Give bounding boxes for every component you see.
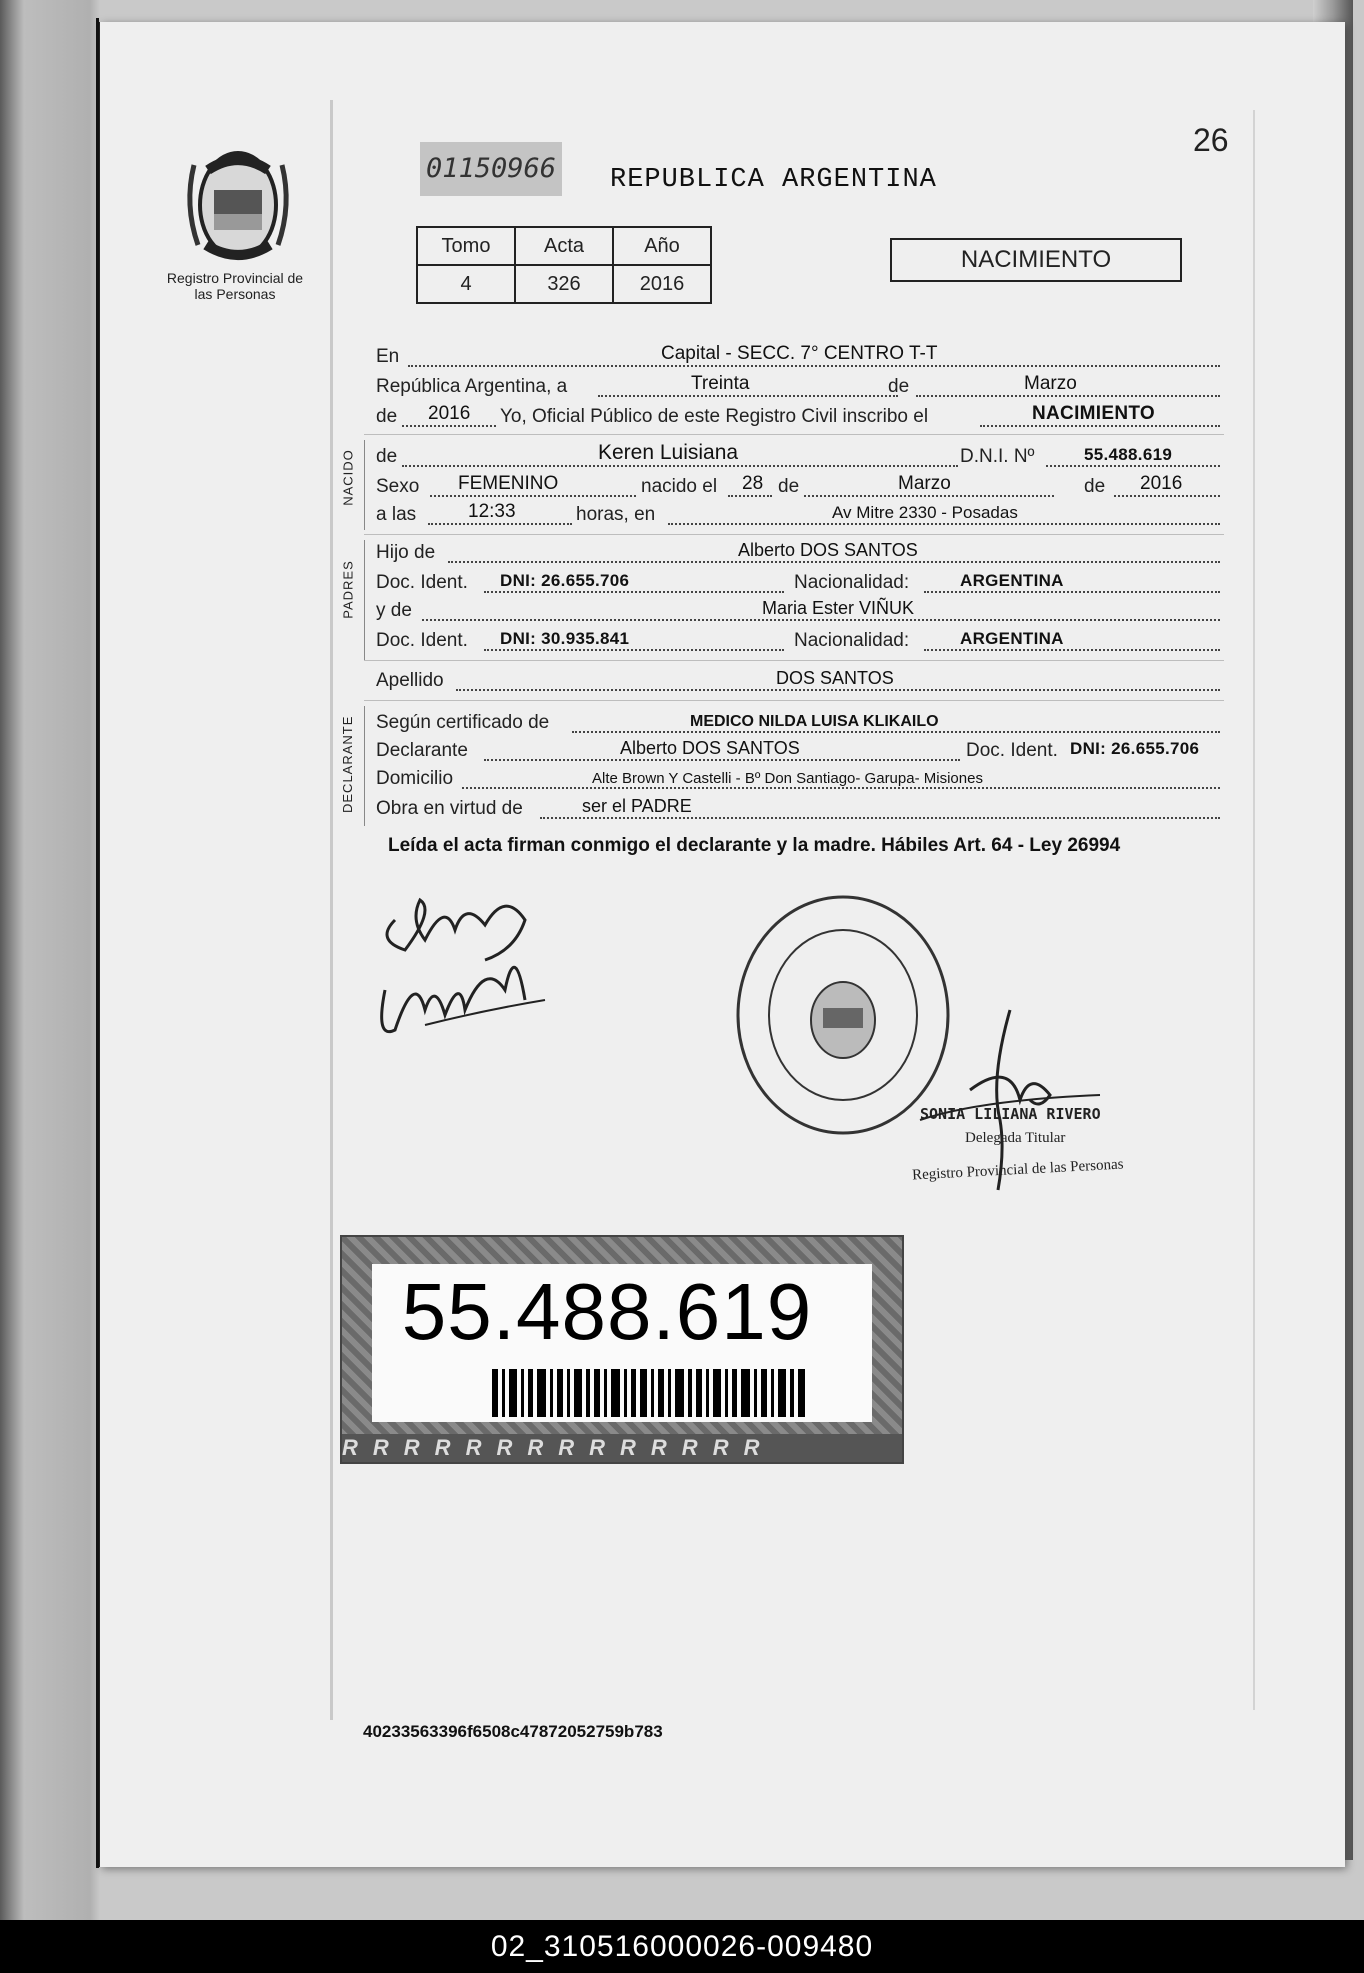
line-mother xyxy=(376,594,1223,624)
section-label-declarante: DECLARANTE xyxy=(340,715,355,813)
field-label: Doc. Ident. xyxy=(966,740,1058,761)
field-label: de xyxy=(1084,476,1106,497)
line-sex xyxy=(376,470,1223,500)
document-title: REPUBLICA ARGENTINA xyxy=(610,165,937,195)
dotted-rule xyxy=(924,649,1220,651)
register-value: 2016 xyxy=(613,265,711,303)
month-value: Marzo xyxy=(1024,373,1077,394)
sex-value: FEMENINO xyxy=(458,473,559,494)
dotted-rule xyxy=(728,495,772,497)
section-bar xyxy=(364,440,365,530)
child-dni: 55.488.619 xyxy=(1084,445,1173,464)
field-label: de xyxy=(888,376,910,397)
dotted-rule xyxy=(1046,465,1220,467)
document-hash: 40233563396f6508c47872052759b783 xyxy=(363,1722,663,1741)
dni-label-area xyxy=(372,1264,872,1422)
register-header: Tomo xyxy=(417,227,515,265)
father-nationality: ARGENTINA xyxy=(960,571,1064,590)
dotted-rule xyxy=(422,619,1220,621)
line-capacity xyxy=(376,792,1223,822)
mother-name: Maria Ester VIÑUK xyxy=(762,598,915,618)
field-label: y de xyxy=(376,600,412,621)
declarant-signature xyxy=(365,880,555,1055)
binding-rule xyxy=(96,18,99,1868)
pattern-letter: R xyxy=(743,1435,775,1460)
dotted-rule xyxy=(448,561,1220,563)
day-value: Treinta xyxy=(691,373,750,394)
field-label: Apellido xyxy=(376,670,444,691)
certificate-value: MEDICO NILDA LUISA KLIKAILO xyxy=(690,713,939,730)
dni-sticker xyxy=(340,1235,904,1464)
line-date xyxy=(376,370,1223,400)
field-label: horas, en xyxy=(576,504,656,525)
page-number: 26 xyxy=(1193,122,1229,158)
declarant-doc: DNI: 26.655.706 xyxy=(1070,739,1200,758)
field-label: Yo, Oficial Público de este Registro Civil inscribo el xyxy=(500,406,929,427)
father-name: Alberto DOS SANTOS xyxy=(738,540,918,560)
barcode-icon xyxy=(492,1369,812,1417)
pattern-letter: R xyxy=(465,1435,497,1460)
line-name xyxy=(376,440,1223,470)
birth-day: 28 xyxy=(742,473,764,494)
dotted-rule xyxy=(402,465,958,467)
field-label: de xyxy=(376,406,398,427)
dotted-rule xyxy=(668,523,1220,525)
dotted-rule xyxy=(430,495,636,497)
field-label: de xyxy=(376,446,398,467)
line-domicile xyxy=(376,762,1223,792)
birth-place: Av Mitre 2330 - Posadas xyxy=(832,503,1018,522)
section-bar xyxy=(364,540,365,660)
form-right-rule xyxy=(1253,110,1255,1710)
dotted-rule xyxy=(408,365,1220,367)
pattern-letter: R xyxy=(620,1435,651,1460)
dotted-rule xyxy=(402,425,496,427)
pattern-letter: R xyxy=(558,1435,590,1460)
pattern-letter: R xyxy=(342,1435,373,1460)
field-label: Hijo de xyxy=(376,542,436,563)
field-label: Nacionalidad: xyxy=(794,572,910,593)
field-label: D.N.I. Nº xyxy=(960,446,1035,467)
section-separator xyxy=(364,534,1224,535)
father-doc: DNI: 26.655.706 xyxy=(500,571,630,590)
register-header: Año xyxy=(613,227,711,265)
record-type-box: NACIMIENTO xyxy=(890,238,1182,282)
mother-doc: DNI: 30.935.841 xyxy=(500,629,630,648)
province-emblem-icon xyxy=(178,145,298,265)
line-declarant xyxy=(376,734,1223,764)
register-header-row xyxy=(417,227,711,265)
birth-month: Marzo xyxy=(898,473,951,494)
file-id-strip: 02_310516000026-009480 xyxy=(0,1920,1364,1973)
register-value-row xyxy=(417,265,711,303)
pattern-letter: R xyxy=(681,1435,713,1460)
dotted-rule xyxy=(804,495,1054,497)
section-separator xyxy=(364,434,1224,435)
pattern-letter: R xyxy=(589,1435,621,1460)
register-table xyxy=(416,226,712,304)
capacity-value: ser el PADRE xyxy=(582,796,692,816)
line-certificate xyxy=(376,706,1223,736)
field-label: Declarante xyxy=(376,740,468,761)
birth-year: 2016 xyxy=(1140,473,1183,494)
security-pattern xyxy=(342,1434,902,1462)
event-value: NACIMIENTO xyxy=(1032,403,1155,424)
dotted-rule xyxy=(924,591,1220,593)
section-separator xyxy=(364,660,1224,661)
section-separator xyxy=(364,700,1224,701)
dotted-rule xyxy=(456,689,1220,691)
place-value: Capital - SECC. 7° CENTRO T-T xyxy=(661,343,938,364)
section-label-padres: PADRES xyxy=(340,560,356,619)
pattern-letter: R xyxy=(650,1435,682,1460)
field-label: nacido el xyxy=(641,476,718,497)
field-label: Doc. Ident. xyxy=(376,630,468,651)
dotted-rule xyxy=(484,649,784,651)
dotted-rule xyxy=(572,731,1220,733)
line-year xyxy=(376,400,1223,430)
mother-nationality: ARGENTINA xyxy=(960,629,1064,648)
dotted-rule xyxy=(462,787,1220,789)
dotted-rule xyxy=(1114,495,1220,497)
child-name: Keren Luisiana xyxy=(598,441,739,464)
dotted-rule xyxy=(540,817,1220,819)
line-time xyxy=(376,498,1223,528)
field-label: Doc. Ident. xyxy=(376,572,468,593)
line-father xyxy=(376,536,1223,566)
field-label: Domicilio xyxy=(376,768,454,789)
line-father-doc xyxy=(376,566,1223,596)
register-value: 4 xyxy=(417,265,515,303)
form-left-rule xyxy=(330,100,333,1720)
surname-value: DOS SANTOS xyxy=(776,668,894,688)
register-header: Acta xyxy=(515,227,613,265)
line-mother-doc xyxy=(376,624,1223,654)
dotted-rule xyxy=(428,523,572,525)
section-label-nacido: NACIDO xyxy=(340,449,356,506)
field-label: a las xyxy=(376,504,417,525)
registry-caption: Registro Provincial de las Personas xyxy=(166,270,304,302)
line-surname xyxy=(376,664,1223,694)
line-place xyxy=(376,340,1223,370)
pattern-letter: R xyxy=(496,1435,528,1460)
declarant-value: Alberto DOS SANTOS xyxy=(620,738,800,758)
dotted-rule xyxy=(598,395,898,397)
field-label: Nacionalidad: xyxy=(794,630,910,651)
officer-registry: Registro Provincial de las Personas xyxy=(911,1156,1124,1184)
field-label: Sexo xyxy=(376,476,420,497)
closing-statement: Leída el acta firman conmigo el declarante y la madre. Hábiles Art. 64 - Ley 26994 xyxy=(388,835,1121,856)
officer-title: Delegada Titular xyxy=(965,1130,1066,1146)
serial-stamp: 01150966 xyxy=(420,142,562,196)
field-label: Obra en virtud de xyxy=(376,798,523,819)
dotted-rule xyxy=(484,591,784,593)
pattern-letter: R xyxy=(712,1435,744,1460)
year-value: 2016 xyxy=(428,403,471,424)
field-label: En xyxy=(376,346,400,367)
field-label: República Argentina, a xyxy=(376,376,568,397)
dotted-rule xyxy=(980,425,1220,427)
dotted-rule xyxy=(916,395,1220,397)
pattern-letter: R xyxy=(403,1435,435,1460)
officer-name: SONIA LILIANA RIVERO xyxy=(920,1105,1101,1123)
birth-time: 12:33 xyxy=(468,501,516,522)
field-label: de xyxy=(778,476,800,497)
section-bar xyxy=(364,706,365,826)
dni-number: 55.488.619 xyxy=(401,1267,813,1356)
dotted-rule xyxy=(484,759,960,761)
pattern-letter: R xyxy=(527,1435,559,1460)
register-value: 326 xyxy=(515,265,613,303)
pattern-letter: R xyxy=(372,1435,404,1460)
pattern-letter: R xyxy=(434,1435,466,1460)
domicile-value: Alte Brown Y Castelli - Bº Don Santiago- Garupa- Misiones xyxy=(592,770,983,787)
field-label: Según certificado de xyxy=(376,712,550,733)
